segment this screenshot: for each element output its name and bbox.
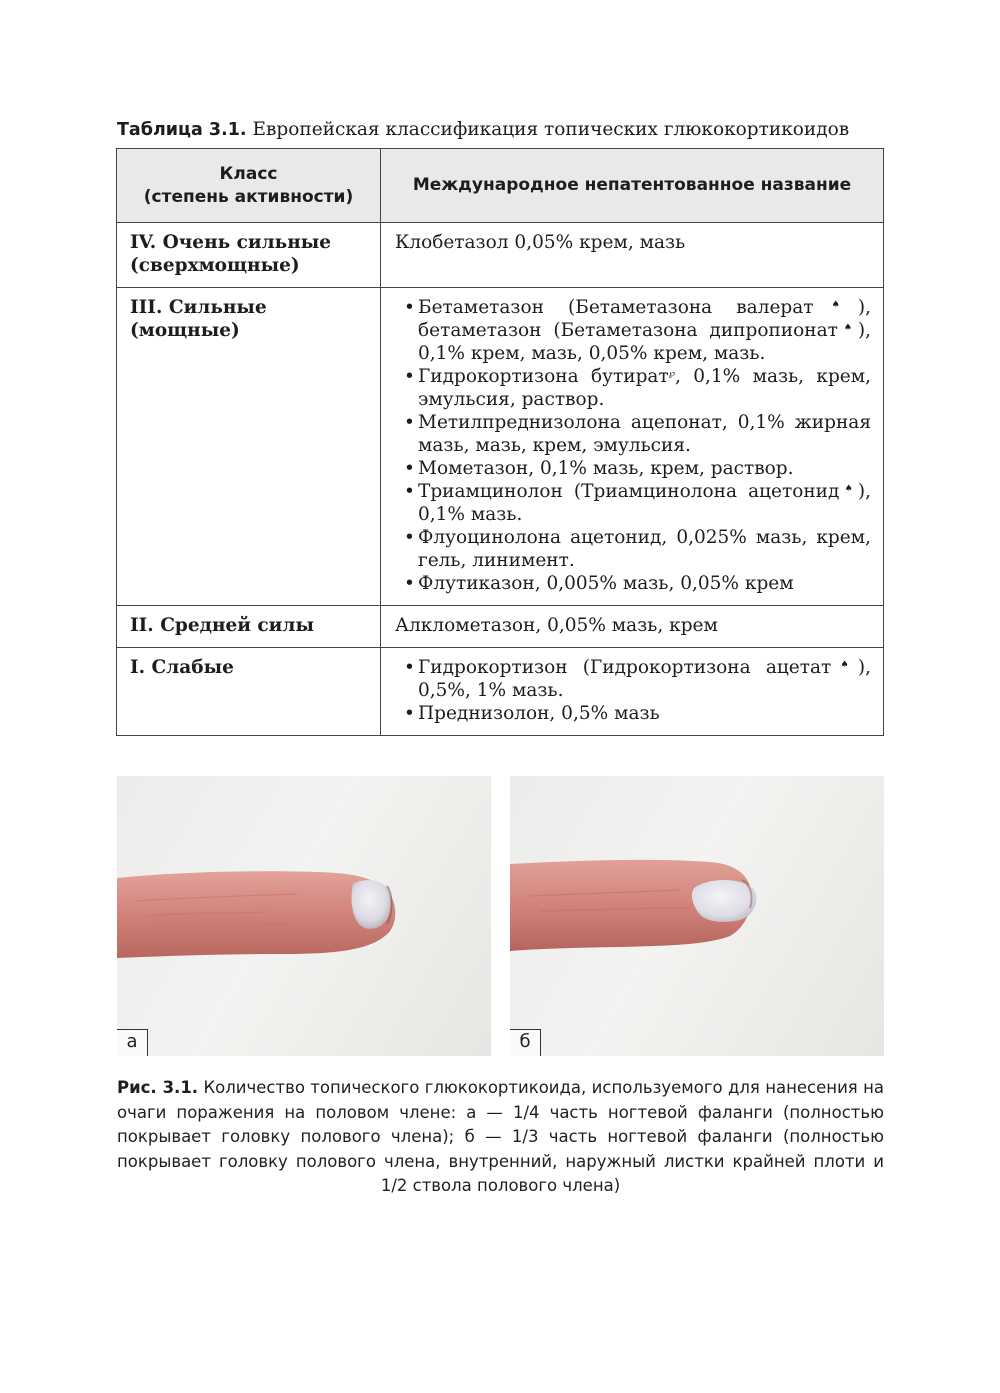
table-header-row — [117, 149, 884, 223]
spade-icon: ♠ — [831, 660, 858, 670]
class-cell: I. Слабые — [117, 648, 381, 736]
hydro-mark-icon: ℘ — [668, 369, 675, 379]
panel-label-b: б — [510, 1029, 541, 1056]
drug-cell: Алклометазон, 0,05% мазь, крем — [381, 606, 884, 648]
table-caption-label: Таблица 3.1. — [117, 120, 247, 140]
list-item: • Мометазон, 0,1% мазь, крем, раствор. — [404, 458, 794, 479]
header-class: Класс (степень активности) — [117, 149, 381, 223]
header-inn: Международное непатентованное название — [381, 149, 884, 223]
class-cell: II. Средней силы — [117, 606, 381, 648]
table-row — [117, 223, 884, 288]
table-caption-text: Европейская классификация топических глюкокортикоидов — [246, 119, 850, 140]
list-item: • Флуоцинолона ацетонид, 0,025% мазь, крем, гель, линимент. — [404, 527, 871, 571]
table-row — [117, 648, 884, 736]
table-caption — [117, 118, 897, 142]
list-item: • Бетаметазон (Бетаметазона валерат♠), бетаметазон (Бетаметазона дипропионат♠), 0,1% крем, мазь, 0,05% крем, мазь. — [404, 297, 871, 364]
drug-cell: Клобетазол 0,05% крем, мазь — [381, 223, 884, 288]
list-item: • Преднизолон, 0,5% мазь — [404, 703, 660, 724]
panel-label-a: а — [117, 1029, 148, 1056]
finger-photo-a — [117, 776, 491, 1056]
class-cell: III. Сильные (мощные) — [117, 288, 381, 606]
list-item: • Флутиказон, 0,005% мазь, 0,05% крем — [404, 573, 794, 594]
spade-icon: ♠ — [839, 484, 858, 494]
spade-icon: ♠ — [837, 323, 858, 333]
photo-panel-b — [510, 776, 884, 1056]
list-item: • Гидрокортизона бутират℘, 0,1% мазь, крем, эмульсия, раствор. — [404, 366, 871, 410]
table-row — [117, 606, 884, 648]
list-item: • Триамцинолон (Триамцинолона ацетонид♠), 0,1% мазь. — [404, 481, 871, 525]
list-item: • Метилпреднизолона ацепонат, 0,1% жирная мазь, мазь, крем, эмульсия. — [404, 412, 871, 456]
drug-list — [395, 296, 871, 595]
drug-cell — [381, 288, 884, 606]
class-cell: IV. Очень сильные (сверхмощные) — [117, 223, 381, 288]
classification-table — [116, 148, 884, 736]
drug-cell — [381, 648, 884, 736]
finger-photo-b — [510, 776, 884, 1056]
table-row — [117, 288, 884, 606]
figure-caption — [117, 1076, 884, 1199]
figure-caption-label: Рис. 3.1. — [117, 1078, 199, 1097]
figure-caption-text: Количество топического глюкокортикоида, используемого для нанесения на очаги поражения на половом члене: а — 1/4 часть ногтевой фаланги (полностью покрывает головку полового члена); б — 1/3 часть ногтевой фаланги (полностью покрывает головку полового члена, внутренний, наружный листки крайней плоти и 1/2 ствола полового члена) — [117, 1078, 884, 1195]
spade-icon: ♠ — [813, 300, 858, 310]
drug-list — [395, 656, 871, 725]
list-item: • Гидрокортизон (Гидрокортизона ацетат♠), 0,5%, 1% мазь. — [404, 657, 871, 701]
photo-panel-a — [117, 776, 491, 1056]
